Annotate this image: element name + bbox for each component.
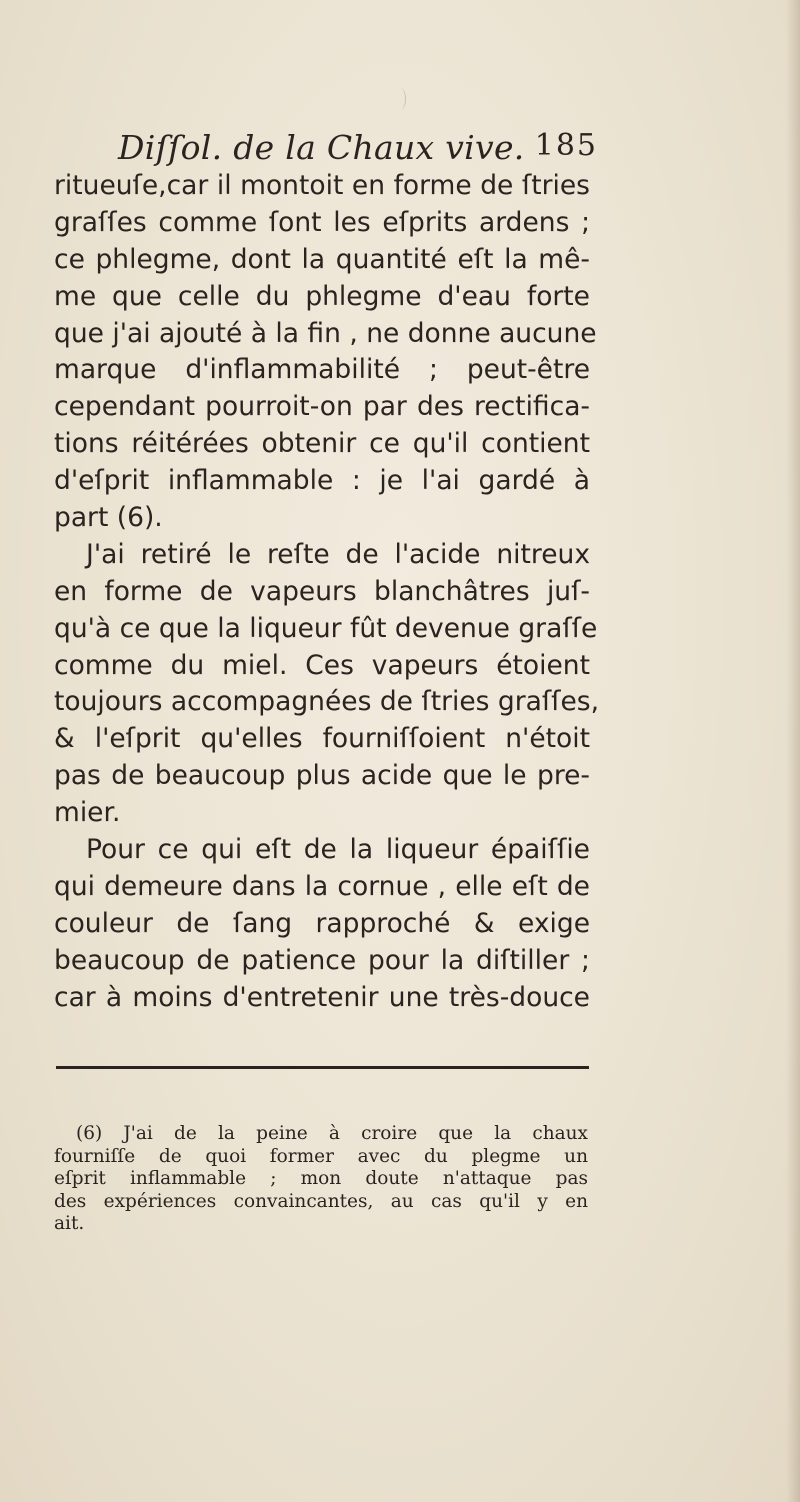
body-line: me que celle du phlegme d'eau forte xyxy=(54,280,590,312)
footnote-rule xyxy=(56,1066,589,1069)
body-line: part (6). xyxy=(54,502,163,534)
body-line: toujours accompagnées de ſtries graſſes, xyxy=(54,686,600,718)
body-line: d'eſprit inflammable : je l'ai gardé à xyxy=(54,465,590,497)
body-line: Pour ce qui eſt de la liqueur épaiſſie xyxy=(86,834,590,866)
body-line: pas de beaucoup plus acide que le pre- xyxy=(54,760,590,792)
footnote-line: ait. xyxy=(54,1213,85,1234)
paper-mark xyxy=(395,88,406,110)
body-line: car à moins d'entretenir une très-douce xyxy=(54,981,590,1013)
body-line: couleur de ſang rapproché & exige xyxy=(54,907,590,939)
body-line: ritueuſe,car il montoit en forme de ſtries xyxy=(54,170,590,201)
body-line: en forme de vapeurs blanchâtres juſ- xyxy=(54,575,590,607)
body-line: graſſes comme ſont les eſprits ardens ; xyxy=(54,206,590,238)
page-edge-shadow xyxy=(786,0,800,1502)
body-line: qui demeure dans la cornue , elle eſt de xyxy=(54,870,590,902)
body-line: qu'à ce que la liqueur fût devenue graſſe xyxy=(54,612,598,644)
body-line: ce phlegme, dont la quantité eſt la mê- xyxy=(54,243,590,275)
body-line: mier. xyxy=(54,797,121,829)
footnote xyxy=(54,1123,588,1236)
body-line: cependant pourroit-on par des rectifica- xyxy=(54,391,590,423)
body-line: que j'ai ajouté à la fin , ne donne aucune xyxy=(54,317,597,349)
footnote-line: des expériences convaincantes, au cas qu'il y en xyxy=(54,1190,588,1212)
footnote-line: (6) J'ai de la peine à croire que la chaux xyxy=(76,1123,588,1144)
running-title: Diſſol. de la Chaux vive. xyxy=(118,128,525,167)
body-line: marque d'inflammabilité ; peut-être xyxy=(54,354,590,386)
body-line: & l'eſprit qu'elles fourniſſoient n'étoit xyxy=(54,723,590,755)
body-line: beaucoup de patience pour la diſtiller ; xyxy=(54,944,590,976)
footnote-line: eſprit inflammable ; mon doute n'attaque pas xyxy=(54,1168,588,1189)
body-line: comme du miel. Ces vapeurs étoient xyxy=(54,649,590,681)
page-number: 185 xyxy=(534,128,598,163)
footnote-line: fourniſſe de quoi former avec du plegme un xyxy=(54,1145,588,1167)
body-line: J'ai retiré le reſte de l'acide nitreux xyxy=(86,538,590,570)
body-text xyxy=(54,168,600,1016)
body-line: tions réitérées obtenir ce qu'il contient xyxy=(54,428,590,460)
